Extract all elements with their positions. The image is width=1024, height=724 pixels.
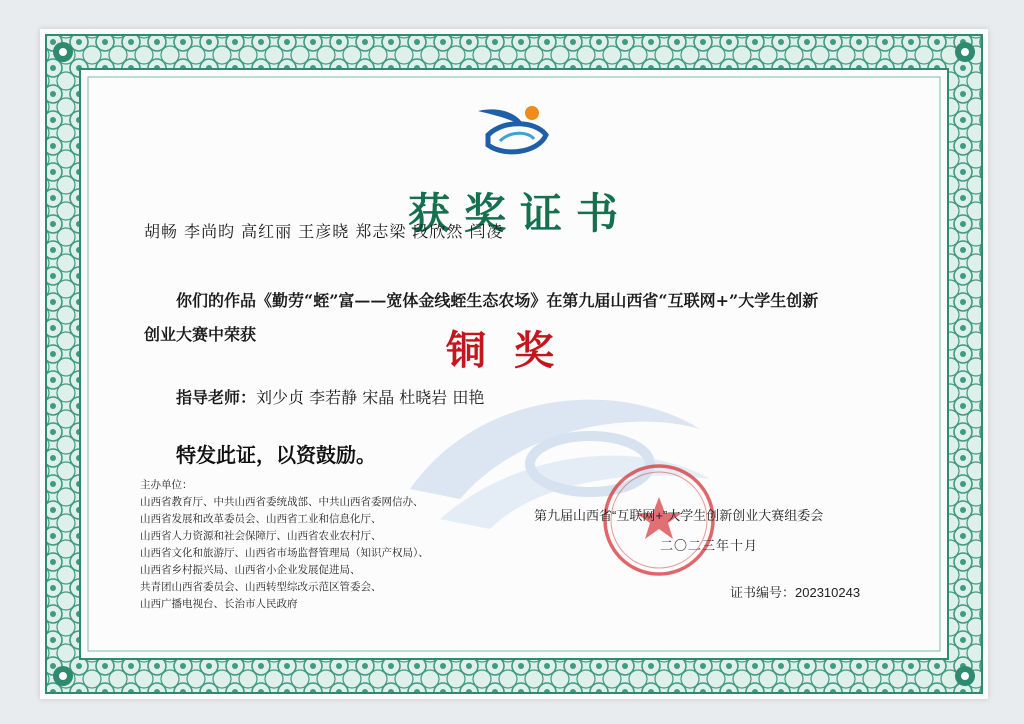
organizing-committee: 第九届山西省“互联网+”大学生创新创业大赛组委会: [534, 508, 824, 523]
organizer-line: 山西省文化和旅游厅、山西省市场监督管理局（知识产权局）、: [140, 547, 429, 559]
organizer-line: 山西省发展和改革委员会、山西省工业和信息化厅、: [140, 513, 382, 525]
certificate-number-value: 202310243: [795, 585, 861, 600]
organizers-block: [140, 477, 429, 613]
organizers-label: 主办单位：: [140, 479, 193, 491]
certificate-title: 获奖证书: [407, 189, 632, 238]
advisors-names: 刘少贞 李若静 宋晶 杜晓岩 田艳: [256, 388, 485, 407]
organizer-line: 山西省教育厅、中共山西省委统战部、中共山西省委网信办、: [140, 496, 424, 508]
organizer-line: 山西省乡村振兴局、山西省小企业发展促进局、: [140, 564, 361, 576]
certificate-number-label: 证书编号：: [730, 585, 796, 600]
certificate-paper: [40, 29, 988, 699]
advisors: [176, 385, 484, 408]
certificate-number: [730, 582, 860, 601]
organizer-line: 共青团山西省委员会、山西转型综改示范区管委会、: [140, 581, 382, 593]
organizer-line: 山西广播电视台、长治市人民政府: [140, 598, 298, 610]
closing-statement: 特发此证，以资鼓励。: [176, 443, 376, 467]
award-statement-line-2: 创业大赛中荣获: [144, 325, 257, 344]
organizer-line: 山西省人力资源和社会保障厅、山西省农业农村厅、: [140, 530, 382, 542]
competition-logo-icon: [474, 101, 564, 161]
award-statement-line-1: 你们的作品《勤劳“蛭”富——宽体金线蛭生态农场》在第九届山西省“互联网+”大学生创新: [176, 291, 819, 310]
recipient-names: 胡畅 李尚昀 高红丽 王彦晓 郑志梁 段欣然 闫凌: [144, 222, 504, 241]
award-level: 铜奖: [446, 327, 582, 374]
advisors-label: 指导老师：: [176, 388, 257, 407]
issue-date: 二〇二三年十月: [660, 538, 759, 553]
